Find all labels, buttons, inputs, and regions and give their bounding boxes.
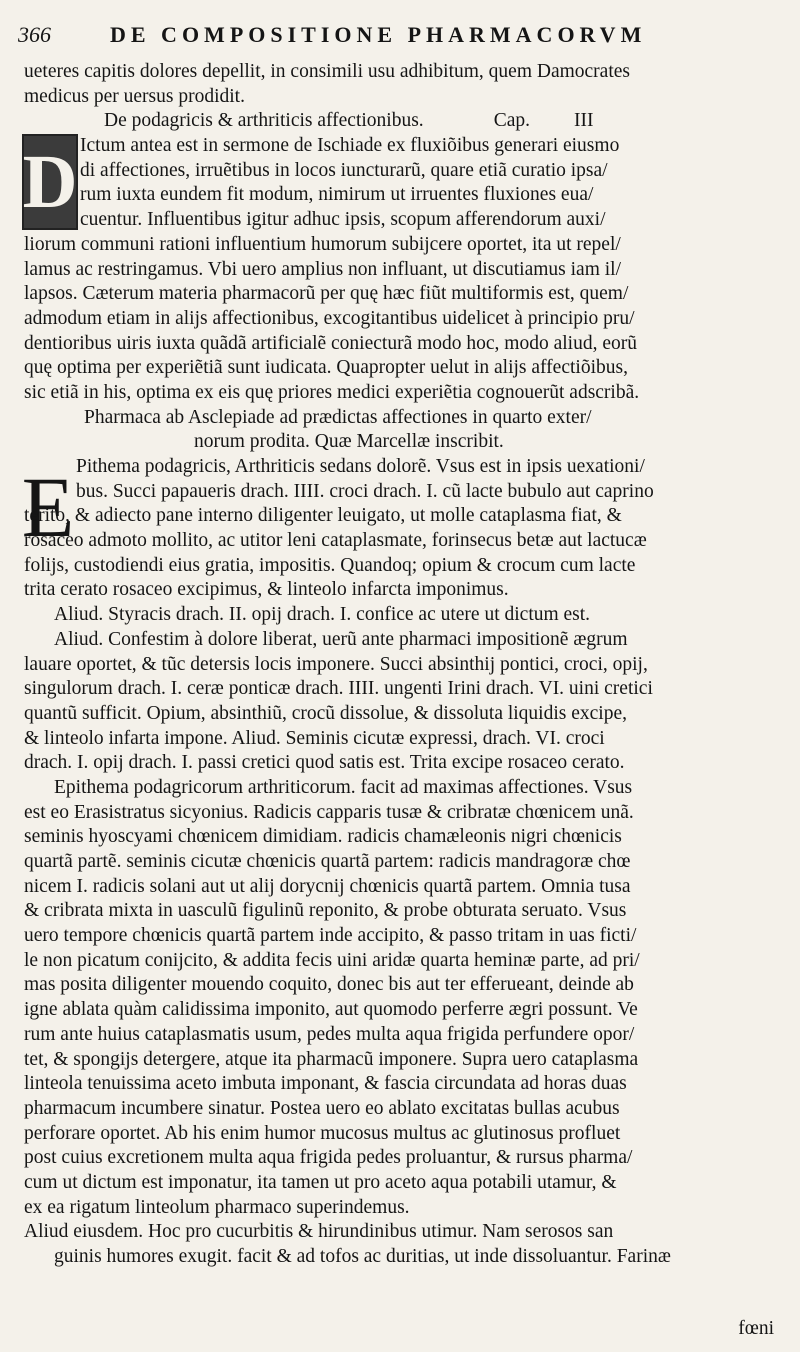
text-line: Aliud. Styracis drach. II. opij drach. I. confice ac utere ut dictum est. — [54, 604, 591, 626]
text-line — [24, 1270, 776, 1295]
text-line: tet, & spongijs detergere, atque ita pharmacũ imponere. Supra uero cataplasma — [24, 1048, 639, 1070]
text-line: & cribrata mixta in uasculũ figulinũ reponito, & probe obturata seruato. Vsus — [24, 900, 627, 922]
text-line: post cuius excretionem multa aqua frigida pedes proluantur, & rursus pharma/ — [24, 1147, 633, 1169]
text-line: dentioribus uiris iuxta quãdã artificialẽ coniecturã modo hoc, modo aliud, eorũ — [24, 332, 637, 354]
text-line: nicem I. radicis solani aut ut alij dorycnij chœnicis quartã partem. Omnia tusa — [24, 875, 631, 897]
text-line: lapsos. Cæterum materia pharmacorũ per quę hæc fiũt multiformis est, quem/ — [24, 283, 629, 305]
text-line: drach. I. opij drach. I. passi cretici quod satis est. Trita excipe rosaceo cerato. — [24, 752, 625, 774]
text-line: terito, & adiecto pane interno diligenter leuigato, ut molle cataplasma fiat, & — [24, 505, 622, 527]
text-line: bus. Succi papaueris drach. IIII. croci drach. I. cũ lacte bubulo aut caprino — [76, 480, 654, 502]
chapter-heading: De podagricis & arthriticis affectionibus. Cap. III — [24, 109, 776, 134]
initial-e: E — [21, 459, 75, 555]
running-head: DE COMPOSITIONE PHARMACORVM — [110, 22, 647, 47]
text-line: ueteres capitis dolores depellit, in consimili usu adhibitum, quem Damocrates — [24, 61, 630, 82]
text-line: quantũ sufficit. Opium, absinthiũ, crocũ dissolue, & dissoluta liquidis excipe, — [24, 702, 627, 724]
catchword: fœni — [738, 1318, 774, 1339]
text-line: seminis hyoscyami chœnicem dimidiam. radicis chamæleonis nigri chœnicis — [24, 826, 622, 848]
page-number: 366 — [18, 22, 51, 47]
text-line: & linteolo infarta impone. Aliud. Seminis cicutæ expressi, drach. VI. croci — [24, 727, 605, 749]
text-line: medicus per uersus prodidit. — [24, 85, 245, 107]
text-line: Ictum antea est in sermone de Ischiade ex fluxiõibus generari eiusmo — [80, 135, 620, 157]
text-line: est eo Erasistratus sicyonius. Radicis capparis tusæ & cribratæ chœnicem unã. — [24, 801, 634, 823]
text-line: rosaceo admoto mollito, ac utitor leni cataplasmate, forinsecus betæ aut lactucæ — [24, 530, 647, 552]
text-line: admodum etiam in alijs affectionibus, excogitantibus uidelicet à principio pru/ — [24, 307, 635, 329]
text-line: linteola tenuissima aceto imbuta imponant, & fascia circundata ad horas duas — [24, 1073, 627, 1095]
text-line: cum ut dictum est imponatur, ita tamen ut pro aceto aqua potabili utamur, & — [24, 1171, 617, 1193]
text-line: cuentur. Influentibus igitur adhuc ipsis, scopum afferendorum auxi/ — [80, 209, 606, 231]
text-line: Aliud eiusdem. Hoc pro cucurbitis & hirundinibus utimur. Nam serosos san — [24, 1221, 614, 1243]
text-line: rum ante huius cataplasmatis usum, pedes multa aqua frigida perfundere opor/ — [24, 1023, 635, 1045]
text-line: di affectiones, irruẽtibus in locos iuncturarũ, quare etiã curatio ipsa/ — [80, 159, 608, 181]
text-line: guinis humores exugit. facit & ad tofos ac duritias, ut inde dissoluantur. Farinæ — [54, 1246, 671, 1267]
text-line: liorum communi rationi influentium humorum subijcere oportet, ita ut repel/ — [24, 233, 621, 255]
decorated-initial-d: D — [22, 134, 78, 230]
text-body — [21, 60, 776, 1294]
text-line: perforare oportet. Ab his enim humor mucosus multus ac glutinosus profluet — [24, 1122, 621, 1144]
section-heading: Pharmaca ab Asclepiade ad prædictas affectiones in quarto exter/ — [84, 406, 592, 428]
text-line: quartã partẽ. seminis cicutæ chœnicis quartã partem: radicis mandragoræ chœ — [24, 851, 631, 872]
text-line: folijs, custodiendi eius gratia, impositis. Quandoq; opium & crocum cum lacte — [24, 554, 636, 576]
text-line: le non picatum conijcito, & addita fecis uini aridæ quarta heminæ parte, ad pri/ — [24, 949, 640, 971]
text-line: lauare oportet, & tũc detersis locis imponere. Succi absinthij pontici, croci, opij, — [24, 653, 648, 675]
text-line: Pithema podagricis, Arthriticis sedans dolorẽ. Vsus est in ipsis uexationi/ — [76, 456, 645, 477]
text-line: sic etiã in his, optima ex eis quę priores medici experiẽtia cognouerũt adscribã. — [24, 381, 640, 403]
text-line: singulorum drach. I. ceræ ponticæ drach. IIII. ungenti Irini drach. VI. uini cretici — [24, 678, 653, 700]
chapter-number: III — [573, 110, 594, 132]
text-line: igne ablata quàm calidissima imponito, aut quomodo perferre ægri possunt. Ve — [24, 999, 638, 1021]
text-line: pharmacum incumbere sinatur. Postea uero eo ablato excitatas bullas acubus — [24, 1097, 620, 1119]
text-line: Aliud. Confestim à dolore liberat, uerũ ante pharmaci impositionẽ ægrum — [54, 628, 628, 650]
page-header — [18, 22, 778, 54]
text-line: lamus ac restringamus. Vbi uero amplius non influant, ut discutiamus iam il/ — [24, 258, 622, 280]
text-line: mas posita diligenter mouendo coquito, donec bis aut ter efferueant, deinde ab — [24, 974, 634, 996]
text-line: uero tempore chœnicis quartã partem inde accipito, & passo tritam in uas ficti/ — [24, 925, 637, 947]
text-line: rum iuxta eundem fit modum, nimirum ut irruentes fluxiones eua/ — [80, 184, 594, 206]
chapter-label: Cap. — [493, 110, 530, 132]
text-line: Epithema podagricorum arthriticorum. facit ad maximas affectiones. Vsus — [54, 776, 633, 798]
text-line: ex ea rigatum linteolum pharmaco superindemus. — [24, 1196, 410, 1218]
section-heading: norum prodita. Quæ Marcellæ inscribit. — [194, 431, 504, 453]
text-line: trita cerato rosaceo excipimus, & linteolo infarcta imponimus. — [24, 579, 509, 601]
text-line: quę optima per experiẽtiã sunt iudicata. Quapropter uelut in alijs affectiõibus, — [24, 357, 628, 379]
